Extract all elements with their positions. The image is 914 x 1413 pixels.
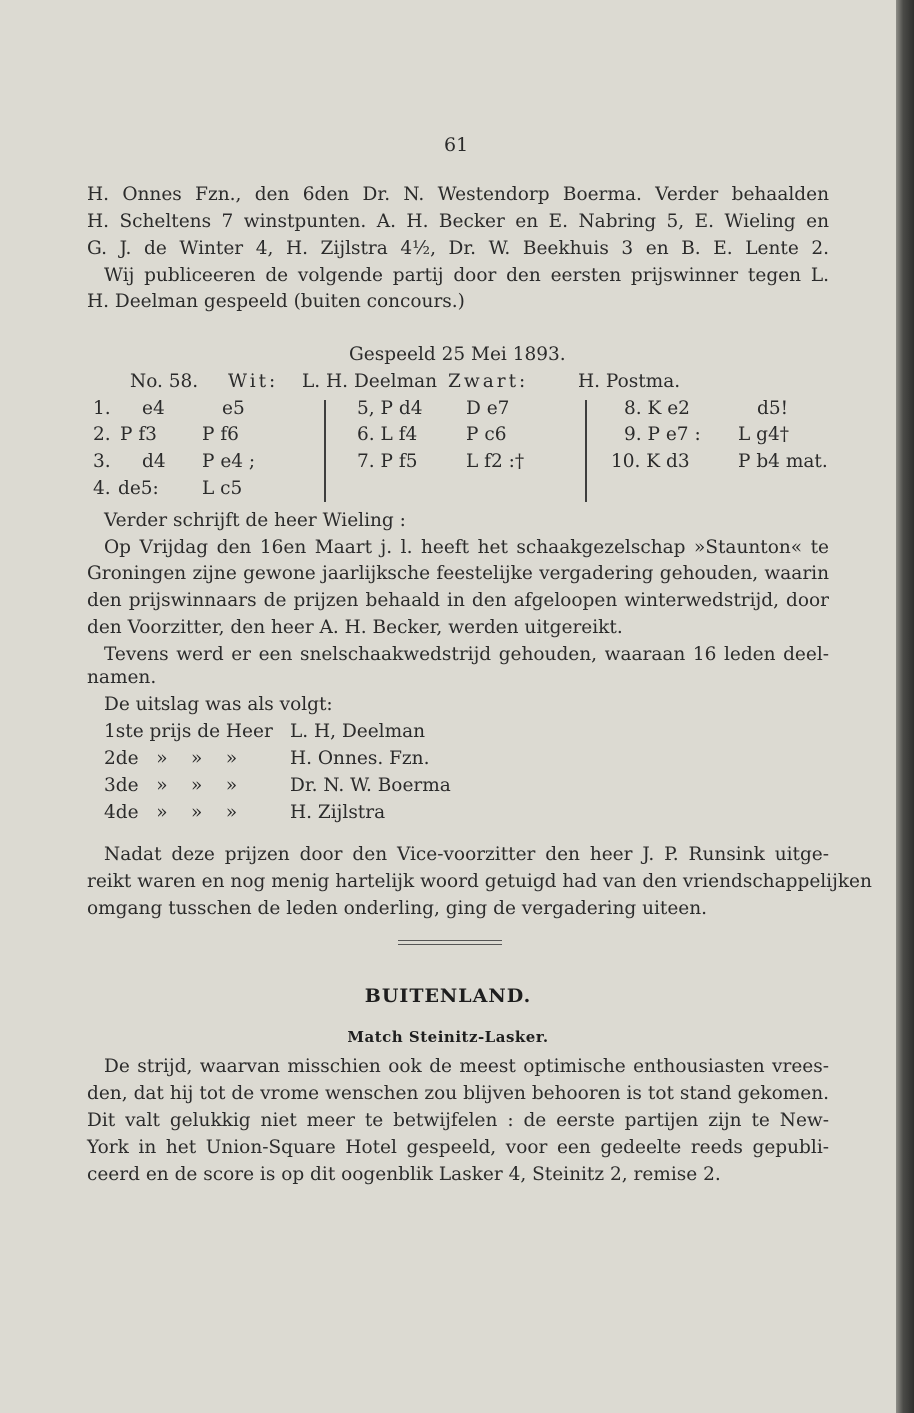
result-name: H. Zijlstra — [290, 802, 386, 823]
game-number: No. 58. — [130, 371, 199, 392]
column-divider — [585, 400, 587, 502]
separator-rule — [398, 940, 502, 941]
move-white: e4 — [142, 398, 165, 419]
result-place: 3de » » » — [104, 775, 238, 796]
move-black: P e4 ; — [202, 451, 256, 472]
result-name: L. H, Deelman — [290, 721, 426, 742]
move-white: 6. L f4 — [357, 424, 418, 445]
game-date: Gespeeld 25 Mei 1893. — [349, 344, 566, 365]
result-name: H. Onnes. Fzn. — [290, 748, 430, 769]
result-place: 2de » » » — [104, 748, 238, 769]
move-white: P f3 — [120, 424, 157, 445]
move-white: de5: — [118, 478, 159, 499]
text-line: H. Onnes Fzn., den 6den Dr. N. Westendorp Boerma. Verder behaalden — [87, 184, 829, 205]
move-white: 10. K d3 — [611, 451, 690, 472]
move-black: e5 — [222, 398, 245, 419]
move-white: 5, P d4 — [357, 398, 423, 419]
move-black: L g4† — [738, 424, 790, 445]
text-line: ceerd en de score is op dit oogenblik Lasker 4, Steinitz 2, remise 2. — [87, 1164, 721, 1185]
white-player: L. H. Deelman — [302, 371, 438, 392]
text-line: York in het Union-Square Hotel gespeeld, voor een gedeelte reeds gepubli- — [87, 1137, 829, 1158]
section-title: BUITENLAND. — [364, 985, 532, 1007]
move-black: L c5 — [202, 478, 243, 499]
text-line: Verder schrijft de heer Wieling : — [104, 510, 406, 531]
text-line: G. J. de Winter 4, H. Zijlstra 4½, Dr. W. Beekhuis 3 en B. E. Lente 2. — [87, 238, 829, 259]
text-line: omgang tusschen de leden onderling, ging de vergadering uiteen. — [87, 898, 708, 919]
text-line: H. Scheltens 7 winstpunten. A. H. Becker en E. Nabring 5, E. Wieling en — [87, 211, 829, 232]
result-place: 1ste prijs de Heer — [104, 721, 273, 742]
text-line: Groningen zijne gewone jaarlijksche feestelijke vergadering gehouden, waarin — [87, 563, 829, 584]
text-line: De uitslag was als volgt: — [104, 694, 333, 715]
text-line: reikt waren en nog menig hartelijk woord getuigd had van den vriendschappelijken — [87, 871, 872, 892]
text-line: De strijd, waarvan misschien ook de meest optimische enthousiasten vrees- — [104, 1056, 829, 1077]
black-player: H. Postma. — [578, 371, 681, 392]
move-white: d4 — [142, 451, 166, 472]
column-divider — [324, 400, 326, 502]
result-place: 4de » » » — [104, 802, 238, 823]
subsection-title: Match Steinitz-Lasker. — [347, 1028, 549, 1046]
move-black: d5! — [757, 398, 789, 419]
move-black: D e7 — [466, 398, 510, 419]
move-black: L f2 :† — [466, 451, 525, 472]
move-black: P c6 — [466, 424, 507, 445]
text-line: Tevens werd er een snelschaakwedstrijd gehouden, waaraan 16 leden deel- — [104, 644, 829, 665]
text-line: den Voorzitter, den heer A. H. Becker, werden uitgereikt. — [87, 617, 623, 638]
text-line: den, dat hij tot de vrome wenschen zou blijven behooren is tot stand gekomen. — [87, 1083, 829, 1104]
page-number: 61 — [444, 134, 469, 156]
move-number: 3. — [93, 451, 111, 472]
move-white: 8. K e2 — [624, 398, 690, 419]
text-line: Dit valt gelukkig niet meer te betwijfelen : de eerste partijen zijn te New- — [87, 1110, 829, 1131]
text-line: Nadat deze prijzen door den Vice-voorzitter den heer J. P. Runsink uitge- — [104, 844, 829, 865]
text-line: H. Deelman gespeeld (buiten concours.) — [87, 291, 465, 312]
move-number: 2. — [93, 424, 111, 445]
text-line: namen. — [87, 667, 157, 688]
move-number: 1. — [93, 398, 111, 419]
result-name: Dr. N. W. Boerma — [290, 775, 451, 796]
page-edge-shadow — [896, 0, 914, 1413]
move-white: 9. P e7 : — [624, 424, 701, 445]
move-black: P f6 — [202, 424, 239, 445]
white-label: Wit: — [228, 371, 279, 392]
text-line: Op Vrijdag den 16en Maart j. l. heeft het schaakgezelschap »Staunton« te — [104, 537, 829, 558]
move-white: 7. P f5 — [357, 451, 418, 472]
separator-rule — [398, 944, 502, 945]
move-black: P b4 mat. — [738, 451, 828, 472]
text-line: Wij publiceeren de volgende partij door den eersten prijswinner tegen L. — [104, 265, 829, 286]
move-number: 4. — [93, 478, 111, 499]
text-line: den prijswinnaars de prijzen behaald in den afgeloopen winterwedstrijd, door — [87, 590, 829, 611]
black-label: Zwart: — [448, 371, 529, 392]
